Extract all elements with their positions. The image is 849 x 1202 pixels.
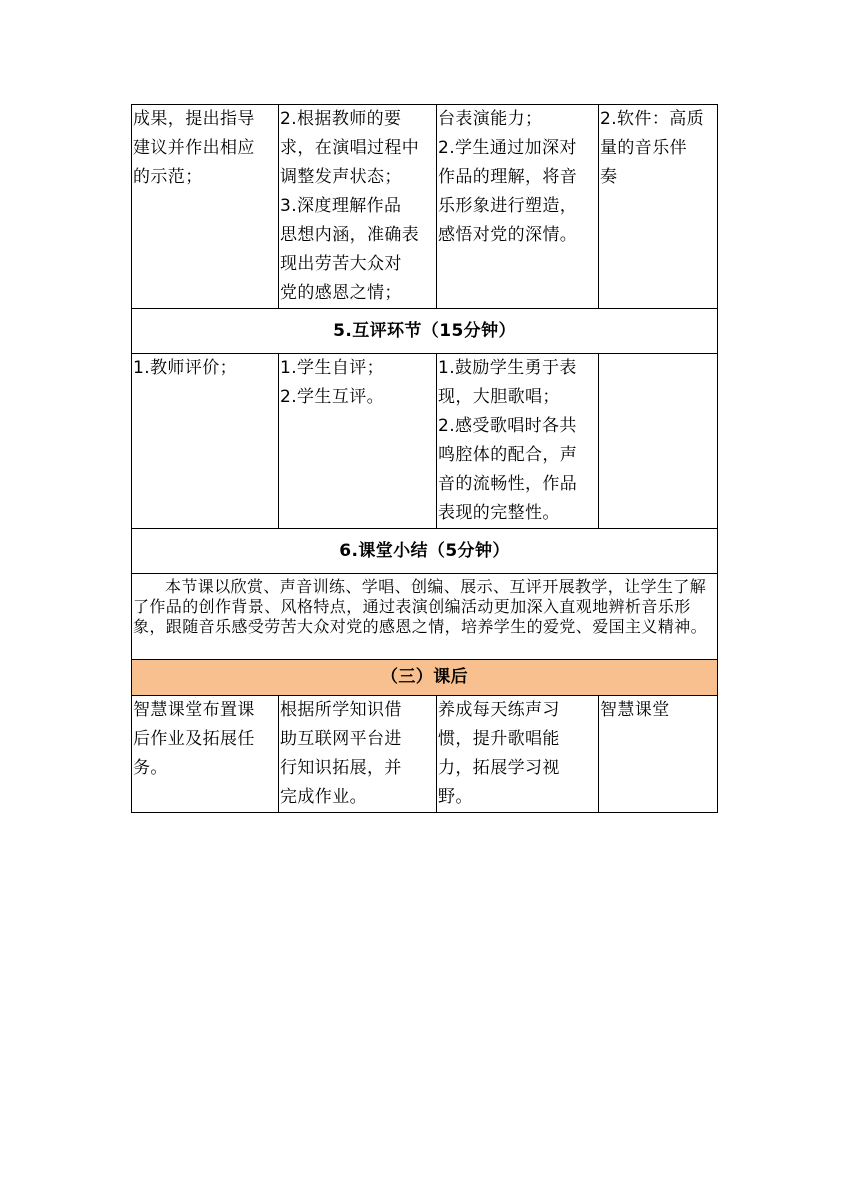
lesson-plan-table <box>131 104 718 813</box>
summary-paragraph: 本节课以欣赏、声音训练、学唱、创编、展示、互评开展教学，让学生了解了作品的创作背景、风格特点，通过表演创编活动更加深入直观地辨析音乐形象，跟随音乐感受劳苦大众对党的感恩之情，培养学生的爱党、爱国主义精神。 <box>132 574 718 660</box>
section-row-peer-review <box>132 309 718 354</box>
cell-teacher-activity: 智慧课堂布置课 后作业及拓展任 务。 <box>132 696 279 813</box>
cell-resources <box>599 354 718 529</box>
cell-resources: 智慧课堂 <box>599 696 718 813</box>
table-row-outcome <box>132 105 718 309</box>
section-title-after-class: （三）课后 <box>132 660 718 696</box>
table-row-after-class <box>132 696 718 813</box>
cell-design-intent: 台表演能力； 2.学生通过加深对 作品的理解，将音 乐形象进行塑造， 感悟对党的深情。 <box>437 105 599 309</box>
cell-design-intent: 养成每天练声习 惯，提升歌唱能 力，拓展学习视 野。 <box>437 696 599 813</box>
table-row-peer-review <box>132 354 718 529</box>
cell-resources: 2.软件：高质 量的音乐伴 奏 <box>599 105 718 309</box>
cell-design-intent: 1.鼓励学生勇于表 现，大胆歌唱； 2.感受歌唱时各共 鸣腔体的配合，声 音的流畅性，作品 表现的完整性。 <box>437 354 599 529</box>
section-row-after-class <box>132 660 718 696</box>
cell-teacher-activity: 成果，提出指导 建议并作出相应 的示范； <box>132 105 279 309</box>
cell-student-activity: 根据所学知识借 助互联网平台进 行知识拓展，并 完成作业。 <box>279 696 437 813</box>
cell-student-activity: 2.根据教师的要 求，在演唱过程中 调整发声状态； 3.深度理解作品 思想内涵，准确表 现出劳苦大众对 党的感恩之情； <box>279 105 437 309</box>
section-row-summary <box>132 529 718 574</box>
cell-student-activity: 1.学生自评； 2.学生互评。 <box>279 354 437 529</box>
cell-teacher-activity: 1.教师评价； <box>132 354 279 529</box>
section-title-peer-review: 5.互评环节（15分钟） <box>132 309 718 354</box>
table-row-summary <box>132 574 718 660</box>
section-title-summary: 6.课堂小结（5分钟） <box>132 529 718 574</box>
